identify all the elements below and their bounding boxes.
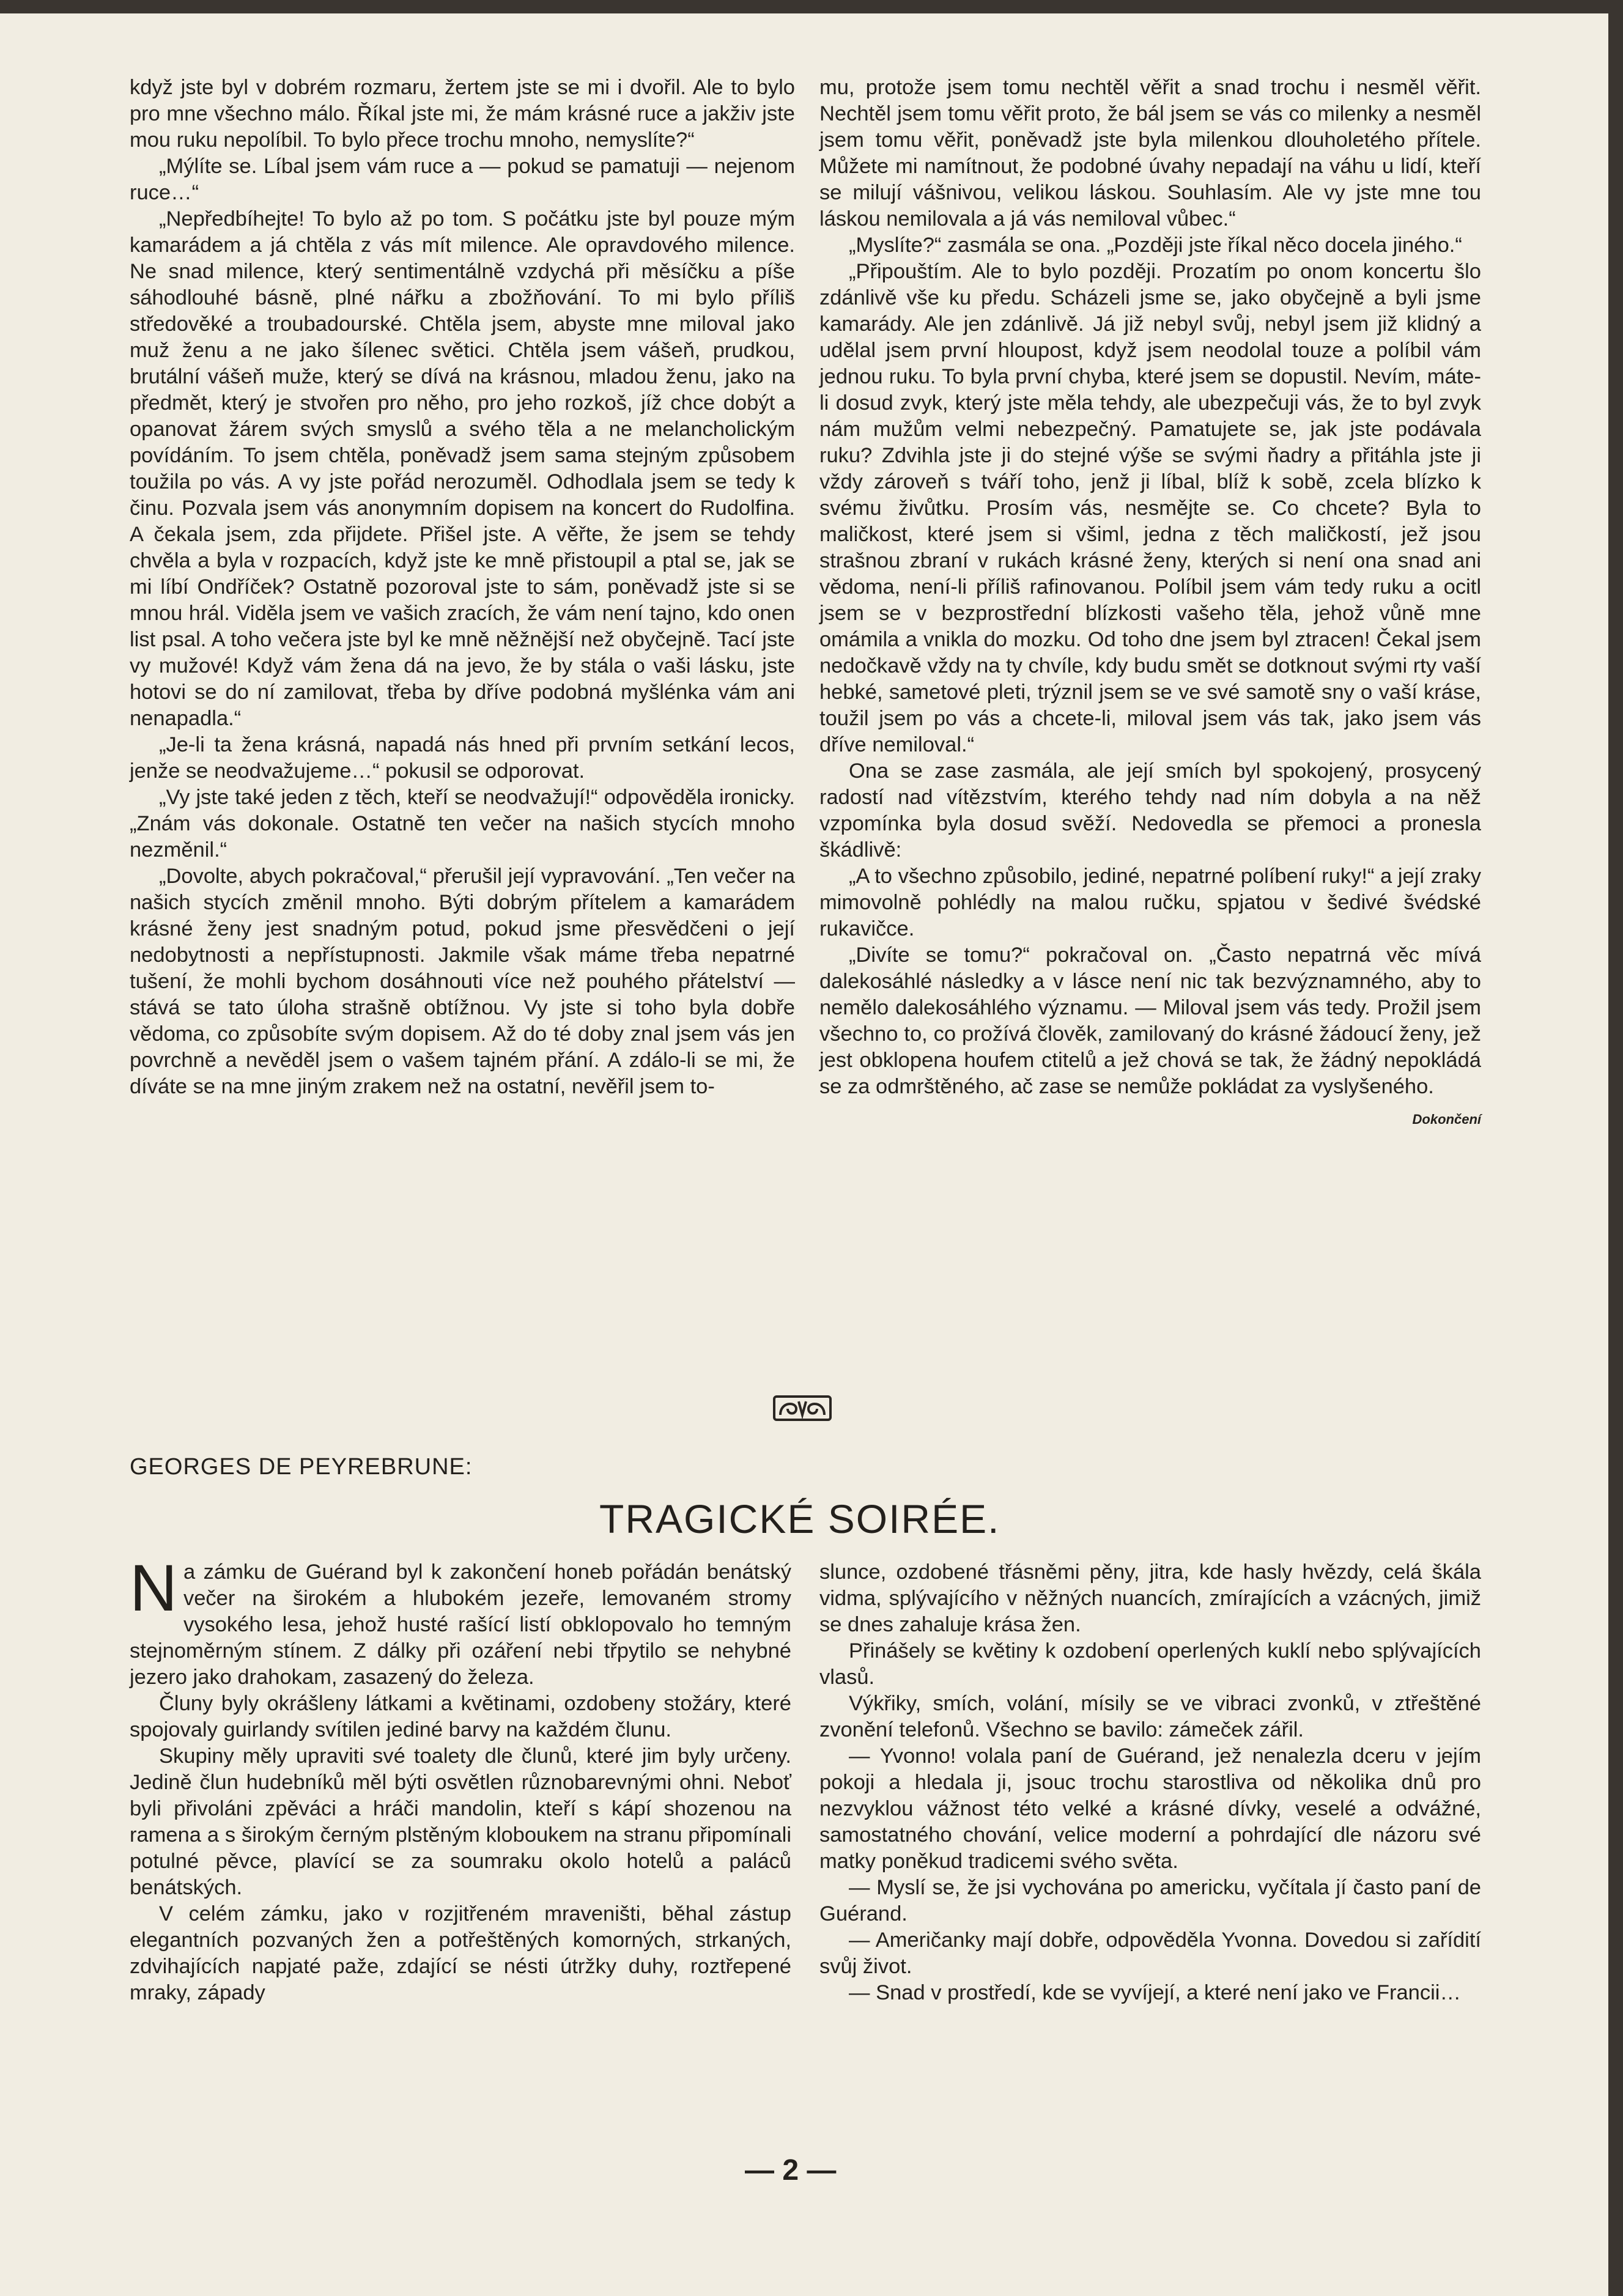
paragraph: — Myslí se, že jsi vychována po americku, vyčítala jí často paní de Guérand. (819, 1876, 1481, 1925)
paragraph: „Divíte se tomu?“ pokračoval on. „Často nepatrná věc mívá dalekosáhlé následky a v lásce není nic tak bezvýznamného, aby to nemělo dalekosáhlého významu. — Miloval jsem vás tedy. Prožil jsem všechno to, co prožívá člověk, zamilovaný do krásné žádoucí ženy, jež jest obklopena houfem ctitelů a jež chová se tak, že žádný nepokládá se za odmrštěného, ač zase se nemůže pokládat za vyslyšeného. (819, 943, 1481, 1098)
paragraph: Výkřiky, smích, volání, mísily se ve vibraci zvonků, v ztřeštěné zvonění telefonů. Všechno se bavilo: zámeček zářil. (819, 1692, 1481, 1741)
article-right-column (819, 1559, 1481, 2006)
paragraph: Čluny byly okrášleny látkami a květinami, ozdobeny stožáry, které spojovaly guirlandy svítilen jediné barvy na každém člunu. (130, 1692, 791, 1741)
paragraph-text: a zámku de Guérand byl k zakončení honeb pořádán benátský večer na širokém a hlubokém jezeře, lemovaném stromy vysokého lesa, jehož husté rašící listí obklopovalo ho temným stejnoměrným stínem. Z dálky při ozáření nebi třpytilo se nehybné jezero jako drahokam, zasazený do železa. (130, 1560, 791, 1689)
article-title: TRAGICKÉ SOIRÉE. (599, 1496, 1000, 1541)
paragraph: mu, protože jsem tomu nechtěl věřit a snad trochu i nesměl věřit. Nechtěl jsem tomu věřit proto, že bál jsem se vás co milenky a nesměl jsem tomu věřit, poněvadž jste byla milenkou dlouholetého přítele. Můžete mi namítnout, že podobné úvahy nepadají na váhu u lidí, kteří se milují vášnivou, velikou láskou. Souhlasím. Ale vy jste mne tou láskou nemilovala a já vás nemiloval vůbec.“ (819, 76, 1481, 231)
paragraph: Skupiny měly upraviti své toalety dle člunů, které jim byly určeny. Jedině člun hudebníků měl býti osvětlen různobarevnými ohni. Neboť byli přivoláni zpěváci a hráči mandolin, kteří s kápí shozenou na ramena a s širokým černým plstěným kloboukem na stranu připomínali potulné pěvce, plavící se za soumraku okolo hotelů a paláců benátských. (130, 1744, 791, 1899)
continued-note: Dokončení (1412, 1112, 1481, 1127)
paragraph: V celém zámku, jako v rozjitřeném mraveništi, běhal zástup elegantních pozvaných žen a potřeštěných komorných, strkaných, zdvihajících napjaté paže, zdající se nésti útržky duhy, roztřepené mraky, západy (130, 1902, 791, 2004)
paragraph: „Je-li ta žena krásná, napadá nás hned při prvním setkání lecos, jenže se neodvažujeme…“ pokusil se odporovat. (130, 733, 795, 783)
paragraph: „Dovolte, abych pokračoval,“ přerušil její vypravování. „Ten večer na našich stycích změnil mnoho. Býti dobrým přítelem a kamarádem krásné ženy jest snadným potud, pokud jsme přesvědčeni o její nedobytnosti a nepřístupnosti. Jakmile však máme třeba nepatrné tušení, že mohli bychom dosáhnouti více než pouhého přátelství — stává se tato úloha strašně obtížnou. Vy jste si toho byla dobře vědoma, co způsobíte svým dopisem. Až do té doby znal jsem vás jen povrchně a nevěděl jsem o vašem tajném přání. A zdálo-li se mi, že díváte se na mne jiným zrakem než na ostatní, nevěřil jsem to- (130, 865, 795, 1098)
paragraph: „Mýlíte se. Líbal jsem vám ruce a — pokud se pamatuji — nejenom ruce…“ (130, 155, 795, 204)
ornament-divider-icon (772, 1393, 833, 1423)
article-left-column (130, 1551, 791, 2006)
paragraph: — Američanky mají dobře, odpověděla Yvonna. Dovedou si zařídití svůj život. (819, 1929, 1481, 1978)
story-continuation-left-column (130, 75, 795, 1100)
paragraph: když jste byl v dobrém rozmaru, žertem jste se mi i dvořil. Ale to bylo pro mne všechno málo. Říkal jste mi, že mám krásné ruce a jakživ jste mou ruku nepolíbil. To bylo přece trochu mnoho, nemyslíte?“ (130, 76, 795, 152)
paragraph: „Myslíte?“ zasmála se ona. „Později jste říkal něco docela jiného.“ (849, 234, 1462, 257)
paragraph: „Vy jste také jeden z těch, kteří se neodvažují!“ odpověděla ironicky. „Znám vás dokonale. Ostatně ten večer na našich stycích mnoho nezměnil.“ (130, 786, 795, 862)
paragraph: — Snad v prostředí, kde se vyvíjejí, a které není jako ve Francii… (849, 1981, 1461, 2004)
paragraph: „Připouštím. Ale to bylo později. Prozatím po onom koncertu šlo zdánlivě vše ku předu. Scházeli jsme se, jako obyčejně a byli jsme kamarády. Ale jen zdánlivě. Já již nebyl svůj, nebyl jsem již klidný a udělal jsem první hloupost, když jsem neodolal touze a políbil vám jednou ruku. To byla první chyba, které jsem se dopustil. Nevím, máte-li dosud zvyk, který jste měla tehdy, ale ubezpečuji vás, že to byl zvyk nám mužům velmi nebezpečný. Pamatujete se, jak jste podávala ruku? Zdvihla jste ji do stejné výše se svými ňadry a přitáhla jste ji vždy zároveň s tváří toho, jenž ji líbal, blíž k sobě, zcela blízko k svému živůtku. Prosím vás, nesmějte se. Co chcete? Byla to maličkost, které jsem si všiml, jedna z těch maličkostí, jež jsou strašnou zbraní v rukách krásné ženy, kterých si není ona snad ani vědoma, není-li příliš rafinovanou. Políbil jsem vám tedy ruku a ocitl jsem se v bezprostřední blízkosti vašeho těla, jehož vůně mne omámila a vnikla do mozku. Od toho dne jsem byl ztracen! Čekal jsem nedočkavě vždy na ty chvíle, kdy budu smět se dotknout svými rty vaší hebké, sametové pleti, trýznil jsem se ve své samotě sny o vaší kráse, toužil jsem po vás a chcete-li, miloval jsem vás tak, jako jsem vás dříve nemiloval.“ (819, 260, 1481, 756)
story-continuation-right-column (819, 75, 1481, 1132)
paragraph: Ona se zase zasmála, ale její smích byl spokojený, prosycený radostí nad vítězstvím, kterého tehdy nad ním dobyla a na něž vzpomínka byla dosud svěží. Nedovedla se přemoci a pronesla škádlivě: (819, 759, 1481, 862)
article-author: GEORGES DE PEYREBRUNE: (130, 1454, 473, 1480)
paragraph: „A to všechno způsobilo, jediné, nepatrné políbení ruky!“ a její zraky mimovolně pohlédly na malou ručku, spjatou v šedivé švédské rukavičce. (819, 865, 1481, 940)
drop-cap: N (130, 1551, 177, 1625)
paragraph (130, 1551, 791, 1691)
page-number: — 2 — (745, 2154, 837, 2187)
paragraph: slunce, ozdobené třásněmi pěny, jitra, kde hasly hvězdy, celá škála vidma, splývajícího v něžných nuancích, zmírajících a vzácných, jimiž se dnes zahaluje krása žen. (819, 1560, 1481, 1636)
paragraph: — Yvonno! volala paní de Guérand, jež nenalezla dceru v jejím pokoji a hledala ji, jsouc trochu starostliva od několika dnů pro nezvyklou vážnost této velké a krásné dívky, veselé a odvážné, samostatného chování, velice moderní a pohrdající dle názoru své matky poněkud tradicemi svého světa. (819, 1744, 1481, 1873)
magazine-page (0, 13, 1608, 2296)
paragraph: Přinášely se květiny k ozdobení operlených kuklí nebo splývajících vlasů. (819, 1639, 1481, 1689)
paragraph: „Nepředbíhejte! To bylo až po tom. S počátku jste byl pouze mým kamarádem a já chtěla z vás mít milence. Ale opravdového milence. Ne snad milence, který sentimentálně vzdychá při měsíčku a píše sáhodlouhé básně, plné nářku a zbožňování. To mi bylo příliš středověké a troubadourské. Chtěla jsem, abyste mne miloval jako muž ženu a ne jako šílenec světici. Chtěla jsem vášeň, prudkou, brutální vášeň muže, který se dívá na krásnou, mladou ženu, jako na předmět, který je stvořen pro něho, pro jeho rozkoš, jíž chce dobýt a opanovat žárem svých smyslů a svého těla a ne melancholickým povídáním. To jsem chtěla, poněvadž jsem sama stejným způsobem toužila po vás. A vy jste pořád nerozuměl. Odhodlala jsem se tedy k činu. Pozvala jsem vás anonymním dopisem na koncert do Rudolfina. A čekala jsem, zda přijdete. Přišel jste. A věřte, že jsem se tehdy chvěla a byla v rozpacích, když jste ke mně přistoupil a ptal se, jak se mi líbí Ondříček? Ostatně pozoroval jste to sám, poněvadž jste si se mnou hrál. Viděla jsem ve vašich zracích, že vám není tajno, kdo onen list psal. A toho večera jste byl ke mně něžnější než obyčejně. Tací jste vy mužové! Když vám žena dá na jevo, že by stála o vaši lásku, jste hotovi se do ní zamilovat, třeba by dříve podobná myšlénka vám ani nenapadla.“ (130, 207, 795, 730)
